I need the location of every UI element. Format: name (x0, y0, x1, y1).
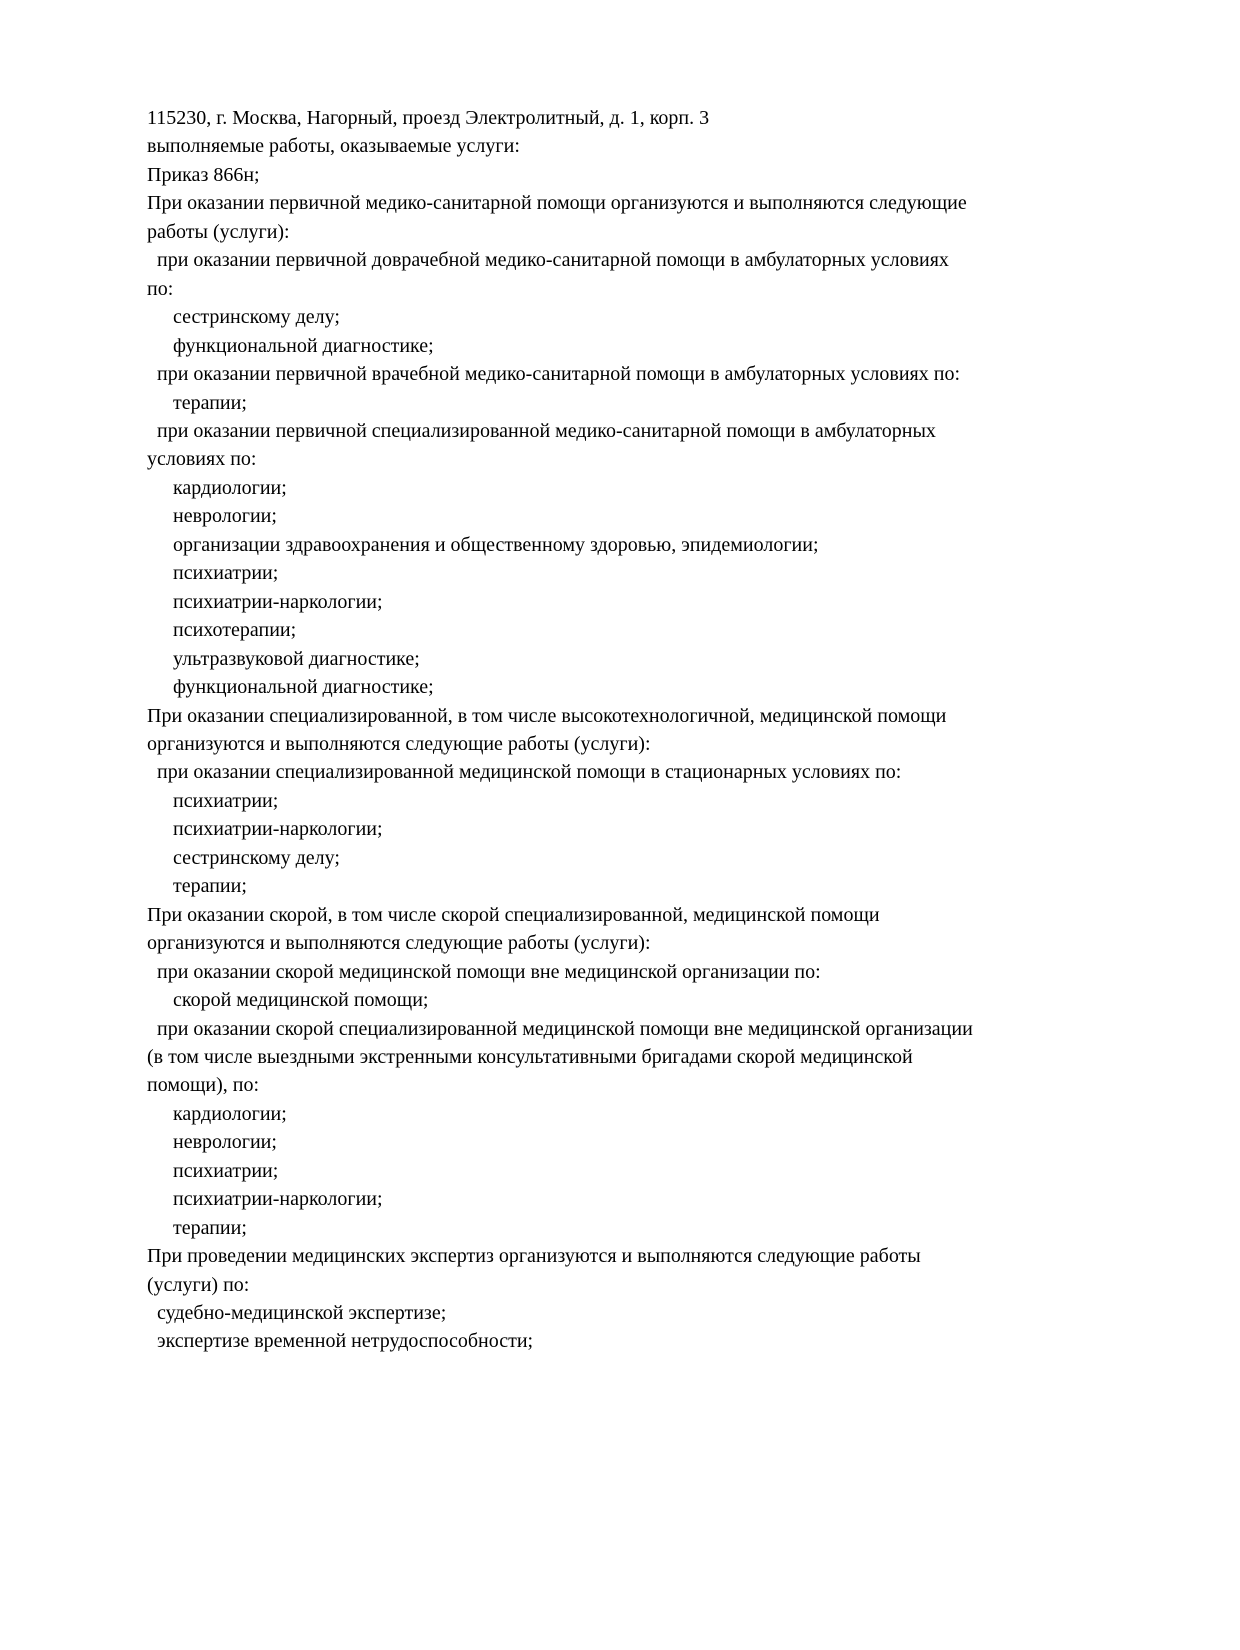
text-line: При оказании специализированной, в том числе высокотехнологичной, медицинской помощи (147, 704, 947, 727)
text-line: (в том числе выездными экстренными консультативными бригадами скорой медицинской (147, 1045, 913, 1068)
text-line: кардиологии; (173, 476, 287, 499)
text-line: сестринскому делу; (173, 846, 340, 869)
text-line: при оказании скорой специализированной медицинской помощи вне медицинской организации (157, 1017, 973, 1040)
text-line: экспертизе временной нетрудоспособности; (157, 1330, 534, 1353)
text-line: условиях по: (147, 448, 257, 471)
text-line: терапии; (173, 391, 247, 414)
text-line: При оказании скорой, в том числе скорой специализированной, медицинской помощи (147, 903, 880, 926)
text-line: работы (услуги): (147, 220, 290, 243)
text-line: организуются и выполняются следующие работы (услуги): (147, 932, 651, 955)
text-line: функциональной диагностике; (173, 334, 434, 357)
text-line: психиатрии; (173, 1159, 279, 1182)
text-line: 115230, г. Москва, Нагорный, проезд Электролитный, д. 1, корп. 3 (147, 107, 710, 129)
text-line: терапии; (173, 875, 247, 898)
text-line: психиатрии; (173, 789, 279, 812)
text-line: функциональной диагностике; (173, 676, 434, 699)
text-line: скорой медицинской помощи; (173, 989, 429, 1012)
text-line: терапии; (173, 1216, 247, 1239)
text-line: При оказании первичной медико-санитарной помощи организуются и выполняются следующие (147, 192, 967, 215)
text-line: психотерапии; (173, 619, 297, 642)
text-line: организации здравоохранения и общественному здоровью, эпидемиологии; (173, 533, 819, 556)
text-line: помощи), по: (147, 1074, 260, 1097)
text-line: при оказании скорой медицинской помощи вне медицинской организации по: (157, 960, 821, 983)
text-line: психиатрии; (173, 562, 279, 585)
text-line: неврологии; (173, 505, 277, 528)
text-line: ультразвуковой диагностике; (173, 647, 420, 670)
text-line: при оказании первичной врачебной медико-санитарной помощи в амбулаторных условиях по: (157, 363, 961, 386)
text-line: При проведении медицинских экспертиз организуются и выполняются следующие работы (147, 1245, 921, 1268)
text-line: неврологии; (173, 1131, 277, 1154)
text-line: (услуги) по: (147, 1273, 250, 1296)
text-line: психиатрии-наркологии; (173, 818, 383, 841)
document-text-block (147, 104, 973, 1356)
text-line: выполняемые работы, оказываемые услуги: (147, 135, 520, 158)
text-line: при оказании первичной специализированной медико-санитарной помощи в амбулаторных (157, 419, 936, 442)
text-line: по: (147, 277, 174, 300)
text-line: Приказ 866н; (147, 163, 260, 186)
text-line: психиатрии-наркологии; (173, 1188, 383, 1211)
text-line: сестринскому делу; (173, 306, 340, 329)
text-line: кардиологии; (173, 1102, 287, 1125)
text-line: судебно-медицинской экспертизе; (157, 1302, 447, 1325)
text-line: организуются и выполняются следующие работы (услуги): (147, 732, 651, 755)
text-line: психиатрии-наркологии; (173, 590, 383, 613)
text-line: при оказании специализированной медицинской помощи в стационарных условиях по: (157, 761, 902, 784)
text-line: при оказании первичной доврачебной медико-санитарной помощи в амбулаторных условиях (157, 249, 949, 272)
